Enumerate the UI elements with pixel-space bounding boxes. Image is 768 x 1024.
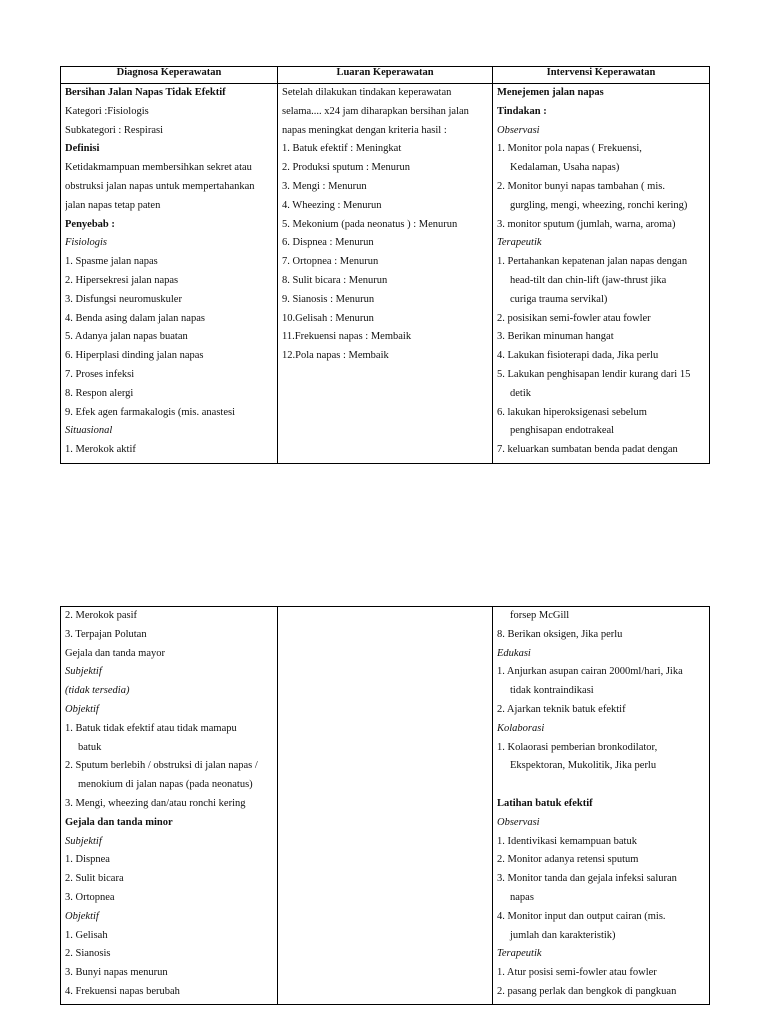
text-line: Objektif xyxy=(65,910,99,922)
text-line: 3. Ortopnea xyxy=(65,891,115,903)
text-line: selama.... x24 jam diharapkan bersihan jalan xyxy=(282,105,469,117)
text-line: 4. Wheezing : Menurun xyxy=(282,199,382,211)
header-diagnosa: Diagnosa Keperawatan xyxy=(61,67,278,84)
text-line: Subkategori : Respirasi xyxy=(65,124,163,136)
text-line: 3. Disfungsi neuromuskuler xyxy=(65,293,182,305)
text-line: Subjektif xyxy=(65,835,102,847)
text-line: 8. Sulit bicara : Menurun xyxy=(282,274,388,286)
text-line: 3. Monitor tanda dan gejala infeksi saluran xyxy=(497,873,677,885)
care-plan-table-page1 xyxy=(60,66,710,464)
text-line: 4. Monitor input dan output cairan (mis. xyxy=(497,910,666,922)
text-line: 1. Monitor pola napas ( Frekuensi, xyxy=(497,143,642,155)
text-line: 12.Pola napas : Membaik xyxy=(282,350,389,362)
text-line: 7. keluarkan sumbatan benda padat dengan xyxy=(497,444,678,456)
text-line: Gejala dan tanda mayor xyxy=(65,647,165,659)
text-line: 10.Gelisah : Menurun xyxy=(282,312,374,324)
text-line: 8. Berikan oksigen, Jika perlu xyxy=(497,628,623,640)
text-line: 1. Kolaorasi pemberian bronkodilator, xyxy=(497,741,658,753)
diagnosa-cell-continued xyxy=(61,607,278,1005)
text-line: Kategori :Fisiologis xyxy=(65,105,149,117)
luaran-cell xyxy=(278,84,493,464)
text-line: Ekspektoran, Mukolitik, Jika perlu xyxy=(510,760,657,772)
text-line: 2. Produksi sputum : Menurun xyxy=(282,162,411,174)
text-line: 5. Lakukan penghisapan lendir kurang dari 15 xyxy=(497,368,691,380)
text-line: 2. Hipersekresi jalan napas xyxy=(65,274,179,286)
text-line: obstruksi jalan napas untuk mempertahankan xyxy=(65,180,255,192)
header-intervensi: Intervensi Keperawatan xyxy=(493,67,710,84)
luaran-cell-continued xyxy=(278,607,493,1005)
text-line: Objektif xyxy=(65,703,99,715)
text-line: 3. Mengi, wheezing dan/atau ronchi kering xyxy=(65,797,246,809)
text-line: Observasi xyxy=(497,816,540,828)
text-line: Observasi xyxy=(497,124,540,136)
text-line: 2. Monitor adanya retensi sputum xyxy=(497,854,639,866)
text-line: 1. Merokok aktif xyxy=(65,444,136,456)
text-line: Ketidakmampuan membersihkan sekret atau xyxy=(65,162,252,174)
text-line: 5. Mekonium (pada neonatus ) : Menurun xyxy=(282,218,458,230)
text-line: napas meningkat dengan kriteria hasil : xyxy=(282,124,447,136)
text-line: gurgling, mengi, wheezing, ronchi kering) xyxy=(510,199,688,211)
text-line: 2. Sputum berlebih / obstruksi di jalan napas / xyxy=(65,760,258,772)
text-line: batuk xyxy=(78,741,102,753)
text-line: 9. Efek agen farmakalogis (mis. anastesi xyxy=(65,406,235,418)
text-line: Kedalaman, Usaha napas) xyxy=(510,162,620,174)
text-line: 2. Merokok pasif xyxy=(65,610,138,621)
text-line: Tindakan : xyxy=(497,105,547,117)
text-line: 2. Monitor bunyi napas tambahan ( mis. xyxy=(497,180,665,192)
text-line: Fisiologis xyxy=(65,237,108,249)
text-line: Latihan batuk efektif xyxy=(497,797,593,809)
text-line: Menejemen jalan napas xyxy=(497,87,604,98)
text-line: 2. Sianosis xyxy=(65,948,111,960)
text-line: tidak kontraindikasi xyxy=(510,685,594,697)
text-line: 7. Proses infeksi xyxy=(65,368,135,380)
text-line: menokium di jalan napas (pada neonatus) xyxy=(78,779,253,791)
text-line: (tidak tersedia) xyxy=(65,685,130,697)
text-line: 1. Identivikasi kemampuan batuk xyxy=(497,835,637,847)
text-line: Terapeutik xyxy=(497,237,542,249)
text-line: Gejala dan tanda minor xyxy=(65,816,173,828)
text-line: 3. Bunyi napas menurun xyxy=(65,967,168,979)
text-line: Penyebab : xyxy=(65,218,115,230)
text-line: 1. Spasme jalan napas xyxy=(65,256,158,268)
text-line: 1. Batuk tidak efektif atau tidak mamapu xyxy=(65,722,237,734)
text-line: 2. Ajarkan teknik batuk efektif xyxy=(497,703,626,715)
intervensi-cell xyxy=(493,84,710,464)
text-line: 6. Hiperplasi dinding jalan napas xyxy=(65,350,204,362)
text-line xyxy=(497,776,705,795)
text-line: 3. Terpajan Polutan xyxy=(65,628,147,640)
text-line: Bersihan Jalan Napas Tidak Efektif xyxy=(65,87,226,98)
text-line: 4. Frekuensi napas berubah xyxy=(65,985,180,997)
text-line: 6. Dispnea : Menurun xyxy=(282,237,374,249)
text-line: 3. monitor sputum (jumlah, warna, aroma) xyxy=(497,218,676,230)
diagnosa-cell xyxy=(61,84,278,464)
text-line: 1. Dispnea xyxy=(65,854,110,866)
text-line: 2. posisikan semi-fowler atau fowler xyxy=(497,312,651,324)
text-line: head-tilt dan chin-lift (jaw-thrust jika xyxy=(510,274,667,286)
text-line: detik xyxy=(510,387,531,399)
header-luaran: Luaran Keperawatan xyxy=(278,67,493,84)
text-line: curiga trauma servikal) xyxy=(510,293,608,305)
text-line: 2. pasang perlak dan bengkok di pangkuan xyxy=(497,985,677,997)
text-line: 4. Benda asing dalam jalan napas xyxy=(65,312,205,324)
text-line: Edukasi xyxy=(497,647,531,659)
text-line: 1. Pertahankan kepatenan jalan napas dengan xyxy=(497,256,688,268)
text-line: Definisi xyxy=(65,143,100,155)
text-line: forsep McGill xyxy=(510,610,570,621)
text-line: 1. Batuk efektif : Meningkat xyxy=(282,143,402,155)
text-line: napas xyxy=(510,891,534,903)
text-line: Setelah dilakukan tindakan keperawatan xyxy=(282,87,452,98)
text-line: jumlah dan karakteristik) xyxy=(510,929,616,941)
text-line: 1. Gelisah xyxy=(65,929,108,941)
text-line: 3. Berikan minuman hangat xyxy=(497,331,614,343)
text-line: 3. Mengi : Menurun xyxy=(282,180,367,192)
text-line: Kolaborasi xyxy=(497,722,545,734)
text-line: Terapeutik xyxy=(497,948,542,960)
text-line: 9. Sianosis : Menurun xyxy=(282,293,375,305)
text-line: jalan napas tetap paten xyxy=(65,199,161,211)
text-line: 2. Sulit bicara xyxy=(65,873,124,885)
text-line: 8. Respon alergi xyxy=(65,387,134,399)
text-line: 1. Atur posisi semi-fowler atau fowler xyxy=(497,967,657,979)
text-line: 5. Adanya jalan napas buatan xyxy=(65,331,188,343)
text-line: 1. Anjurkan asupan cairan 2000ml/hari, Jika xyxy=(497,666,683,678)
text-line: 6. lakukan hiperoksigenasi sebelum xyxy=(497,406,647,418)
text-line: 7. Ortopnea : Menurun xyxy=(282,256,379,268)
text-line: Situasional xyxy=(65,425,113,437)
text-line: penghisapan endotrakeal xyxy=(510,425,615,437)
care-plan-table-page2 xyxy=(60,606,710,1005)
intervensi-cell-continued xyxy=(493,607,710,1005)
text-line: Subjektif xyxy=(65,666,102,678)
text-line: 11.Frekuensi napas : Membaik xyxy=(282,331,412,343)
text-line: 4. Lakukan fisioterapi dada, Jika perlu xyxy=(497,350,659,362)
